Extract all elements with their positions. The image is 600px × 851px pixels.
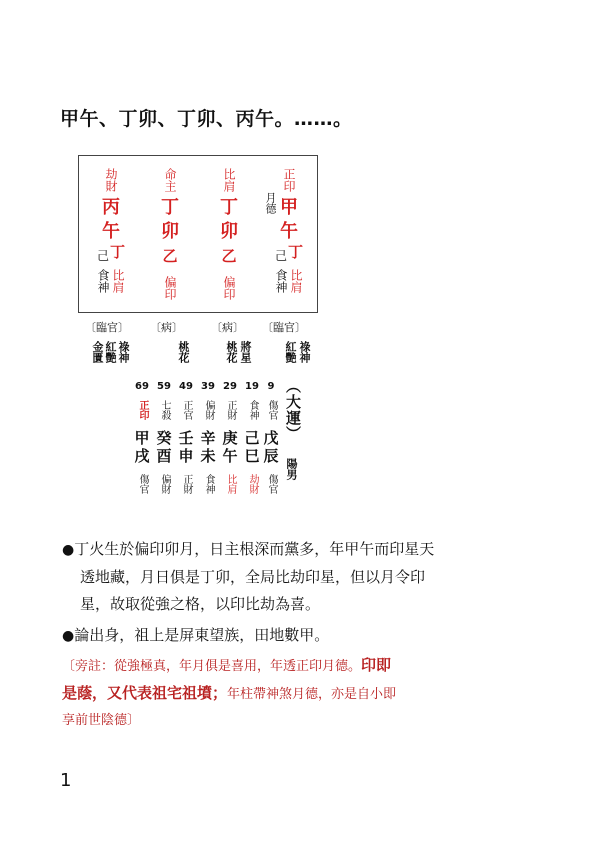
dayun-bottom: 傷官 <box>266 474 277 494</box>
dayun-stem: 癸 <box>156 429 172 447</box>
life-stage-tag: 〔臨官〕 <box>85 321 129 334</box>
pillar-top-label: 比肩 <box>222 168 236 192</box>
dayun-branch: 戌 <box>134 447 150 465</box>
pillar-stem: 甲 <box>280 197 298 218</box>
dayun-branch: 酉 <box>156 447 172 465</box>
text-line: 透地藏，月日俱是丁卯，全局比劫印星，但以月令印 <box>80 568 426 586</box>
dayun-label: 傷官 <box>266 400 277 420</box>
extra-star: 月德 <box>264 192 277 214</box>
pillar-branch: 卯 <box>220 221 238 242</box>
dayun-stem: 辛 <box>200 429 216 447</box>
dayun-column <box>155 380 173 497</box>
dayun-stem: 壬 <box>178 429 194 447</box>
dayun-bottom: 偏財 <box>159 474 170 494</box>
note-emphasis: 是蔭，又代表祖宅祖墳； <box>62 684 228 702</box>
dayun-age: 59 <box>157 381 171 392</box>
star-label: 祿神 <box>298 341 311 363</box>
note-text: 享前世陰德〕 <box>62 713 141 728</box>
side-note <box>62 652 532 734</box>
dayun-bottom: 食神 <box>203 474 214 494</box>
bazi-chart-box <box>78 155 318 313</box>
pillar-top-label: 正印 <box>282 168 296 192</box>
dayun-branch: 申 <box>178 447 194 465</box>
star-label: 桃花 <box>177 341 190 363</box>
dayun-branch: 未 <box>200 447 216 465</box>
hidden-main: 丁 <box>110 243 126 261</box>
dayun-stem: 戊 <box>263 429 279 447</box>
pillar-stem: 丙 <box>102 197 120 218</box>
dayun-column <box>262 380 280 497</box>
pillar-hour <box>98 164 124 244</box>
note-text: 年柱帶神煞月德，亦是自小即 <box>227 687 397 702</box>
star-label: 金匱 <box>91 341 104 363</box>
note-emphasis: 印即 <box>361 656 392 674</box>
dayun-label: 正財 <box>225 400 236 420</box>
dayun-column <box>199 380 217 497</box>
dayun-label: 食神 <box>247 400 258 420</box>
text-line: 論出身，祖上是屏東望族，田地數甲。 <box>74 626 330 644</box>
dayun-stem: 庚 <box>222 429 238 447</box>
text-line: 星，故取從強之格，以印比劫為喜。 <box>80 595 321 613</box>
hidden-other: 己 <box>275 249 288 263</box>
god-main: 比肩 <box>111 269 125 293</box>
pillar-day <box>157 164 183 305</box>
star-label: 紅艷 <box>284 341 297 363</box>
bullet: ● <box>62 542 75 558</box>
god-main: 偏印 <box>163 276 177 300</box>
dayun-age: 9 <box>267 381 275 392</box>
hidden-main: 乙 <box>221 247 237 265</box>
god-main: 比肩 <box>289 269 303 293</box>
hidden-main: 乙 <box>162 247 178 265</box>
dayun-label: 七殺 <box>159 400 170 420</box>
dayun-column <box>221 380 239 497</box>
star-label: 桃花 <box>225 341 238 363</box>
dayun-stem: 甲 <box>134 429 150 447</box>
dayun-title: （大運） <box>284 378 302 442</box>
pillar-top-label: 劫財 <box>104 168 118 192</box>
dayun-branch: 辰 <box>263 447 279 465</box>
dayun-column <box>133 380 151 497</box>
dayun-bottom: 比肩 <box>225 474 236 494</box>
pillar-branch: 卯 <box>161 221 179 242</box>
star-label: 將星 <box>239 341 252 363</box>
pillar-stem: 丁 <box>220 197 238 218</box>
dayun-age: 39 <box>201 381 215 392</box>
god-other: 食神 <box>274 269 288 293</box>
page-heading: 甲午、丁卯、丁卯、丙午。……。 <box>60 108 353 130</box>
gender-label: 陽男 <box>285 458 298 480</box>
pillar-stem: 丁 <box>161 197 179 218</box>
dayun-column <box>243 380 261 497</box>
star-label: 祿神 <box>117 341 130 363</box>
hidden-other: 己 <box>97 249 110 263</box>
dayun-bottom: 傷官 <box>137 474 148 494</box>
page-number: 1 <box>60 770 72 791</box>
dayun-age: 49 <box>179 381 193 392</box>
pillar-top-label: 命主 <box>163 168 177 192</box>
dayun-label: 正官 <box>181 400 192 420</box>
pillar-month <box>216 164 242 305</box>
bullet: ● <box>62 628 75 644</box>
note-text: 〔旁註：從強極真，年月俱是喜用，年透正印月德。 <box>62 659 362 674</box>
pillar-branch: 午 <box>280 221 298 242</box>
life-stage-tag: 〔病〕 <box>211 321 244 334</box>
hidden-main: 丁 <box>288 243 304 261</box>
life-stage-tag: 〔臨官〕 <box>262 321 306 334</box>
dayun-age: 69 <box>135 381 149 392</box>
dayun-branch: 午 <box>222 447 238 465</box>
text-line: 丁火生於偏印卯月，日主根深而黨多，年甲午而印星天 <box>74 540 435 558</box>
paragraph-analysis <box>62 536 532 618</box>
paragraph-origin <box>62 622 532 650</box>
pillar-year <box>276 164 302 244</box>
dayun-age: 19 <box>245 381 259 392</box>
dayun-stem: 己 <box>244 429 260 447</box>
dayun-age: 29 <box>223 381 237 392</box>
dayun-column <box>177 380 195 497</box>
dayun-label: 偏財 <box>203 400 214 420</box>
dayun-branch: 巳 <box>244 447 260 465</box>
dayun-bottom: 正財 <box>181 474 192 494</box>
star-label: 紅艷 <box>104 341 117 363</box>
god-main: 偏印 <box>222 276 236 300</box>
dayun-label: 正印 <box>137 400 148 420</box>
life-stage-tag: 〔病〕 <box>150 321 183 334</box>
dayun-bottom: 劫財 <box>247 474 258 494</box>
pillar-branch: 午 <box>102 221 120 242</box>
god-other: 食神 <box>96 269 110 293</box>
